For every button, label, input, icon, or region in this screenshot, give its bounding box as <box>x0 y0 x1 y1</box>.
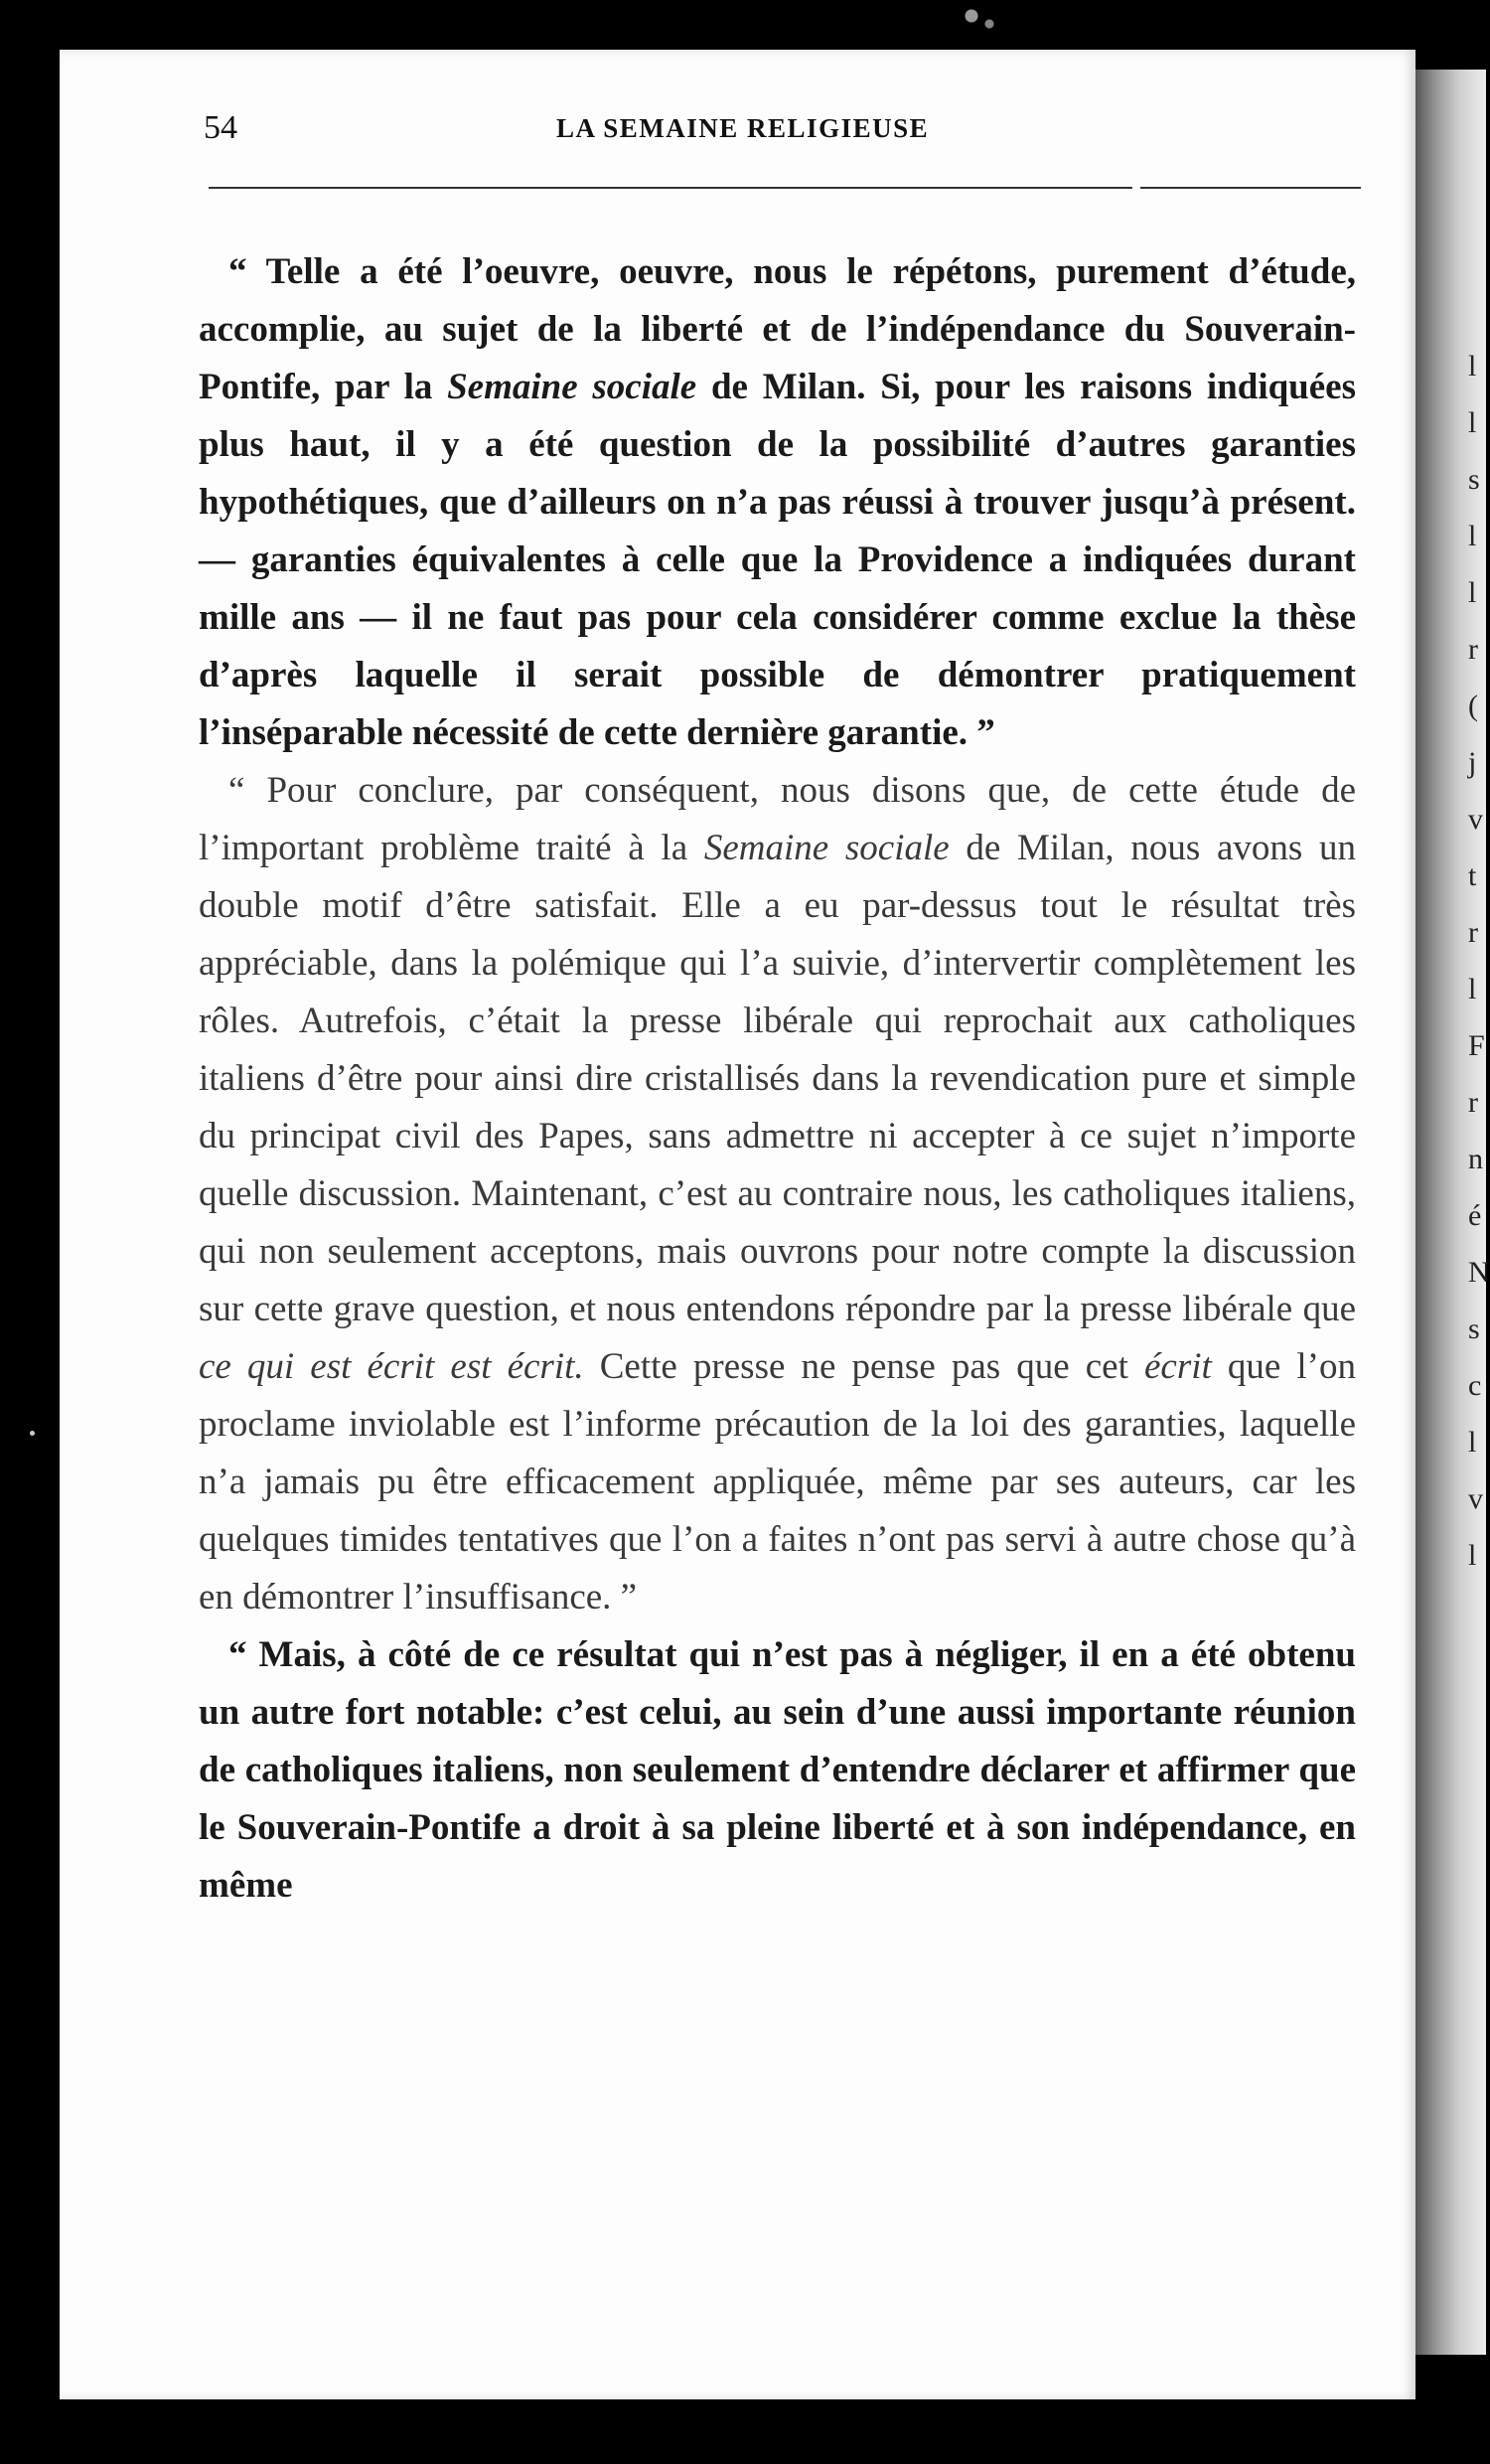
running-head: LA SEMAINE RELIGIEUSE <box>556 113 930 143</box>
paragraph <box>199 243 1356 762</box>
edge-glyph: l <box>1468 973 1477 1005</box>
edge-glyph: c <box>1468 1369 1482 1402</box>
edge-glyph: l <box>1468 520 1477 552</box>
text-segment: Cette presse ne pense pas que cet <box>583 1346 1144 1387</box>
edge-glyph: v <box>1468 803 1483 836</box>
edge-glyph: N <box>1468 1256 1490 1289</box>
text-segment: “ Mais, à côté de ce résultat qui n’est pas à négliger, il en a été obtenu un autre fort notable: c’est celui, au sein d’une aussi importante réunion de catholiques italiens, non seulement d’entendre déclarer et affirmer que le Souverain-Pontife a droit à sa pleine liberté et à son indépendance, en même <box>199 1634 1356 1906</box>
edge-glyph: ( <box>1468 690 1478 722</box>
paragraph <box>199 762 1356 1626</box>
edge-glyph: r <box>1468 916 1478 949</box>
text-segment: de Milan, nous avons un double motif d’être satisfait. Elle a eu par-dessus tout le résultat très appréciable, dans la polémique qui l’a suivie, d’intervertir complètement les rôles. Autrefois, c’était la presse libérale qui reprochait aux catholiques italiens d’être pour ainsi dire cristallisés dans la revendication pure et simple du principat civil des Papes, sans admettre ni accepter à ce sujet n’importe quelle discussion. Maintenant, c’est au contraire nous, les catholiques italiens, qui non seulement acceptons, mais ouvrons pour notre compte la discussion sur cette grave question, et nous entendons répondre par la presse libérale que <box>199 828 1356 1329</box>
page-number: 54 <box>204 109 237 146</box>
page-header <box>204 109 1361 169</box>
text-segment: ce qui est écrit est écrit. <box>199 1346 584 1387</box>
scan-dust <box>30 1431 35 1436</box>
edge-glyph: l <box>1468 1426 1477 1459</box>
scan-artifact <box>954 0 1013 40</box>
paragraph <box>199 1626 1356 1915</box>
edge-glyph: r <box>1468 633 1478 666</box>
body-text <box>199 243 1356 1915</box>
edge-glyph: t <box>1468 859 1477 892</box>
text-segment: de Milan. Si, pour les raisons indiquées plus haut, il y a été question de la possibilité d’autres garanties hypothétiques, que d’ailleurs on n’a pas réussi à trouver jusqu’à présent. — garanties équivalentes à celle que la Providence a indiquées durant mille ans — il ne faut pas pour cela considérer comme exclue la thèse d’après laquelle il serait possible de démontrer pratiquement l’inséparable nécessité de cette dernière garantie. ” <box>199 367 1356 753</box>
header-rule <box>209 187 1361 189</box>
edge-glyph: s <box>1468 463 1480 496</box>
edge-glyph: j <box>1468 746 1477 779</box>
edge-glyph: l <box>1468 350 1477 383</box>
text-segment: “ Telle a été l’oeuvre, oeuvre, nous le répétons, purement d’étude, accomplie, au sujet de la liberté et de l’indépendance du Souverain-Pontife, par la <box>199 251 1356 407</box>
text-segment: écrit <box>1143 1346 1212 1387</box>
edge-glyph: l <box>1468 1539 1477 1572</box>
text-segment: que l’on proclame inviolable est l’informe précaution de la loi des garanties, laquelle n’a jamais pu être efficacement appliquée, même par ses auteurs, car les quelques timides tentatives que l’on a faites n’ont pas servi à autre chose qu’à en démontrer l’insuffisance. ” <box>199 1346 1357 1617</box>
edge-glyph: s <box>1468 1312 1480 1345</box>
edge-glyph: F <box>1468 1029 1485 1062</box>
text-segment: Semaine sociale <box>447 367 697 407</box>
edge-glyph: é <box>1468 1199 1482 1232</box>
edge-glyph: l <box>1468 406 1477 439</box>
edge-glyph: r <box>1468 1086 1478 1119</box>
text-segment: “ Pour conclure, par conséquent, nous disons que, de cette étude de l’important problème traité à la <box>199 770 1356 868</box>
edge-glyph: n <box>1468 1143 1483 1175</box>
edge-glyph: l <box>1468 576 1477 609</box>
adjacent-page-text-fragment <box>1468 338 1490 2126</box>
edge-glyph: v <box>1468 1482 1483 1515</box>
text-segment: Semaine sociale <box>703 828 950 868</box>
